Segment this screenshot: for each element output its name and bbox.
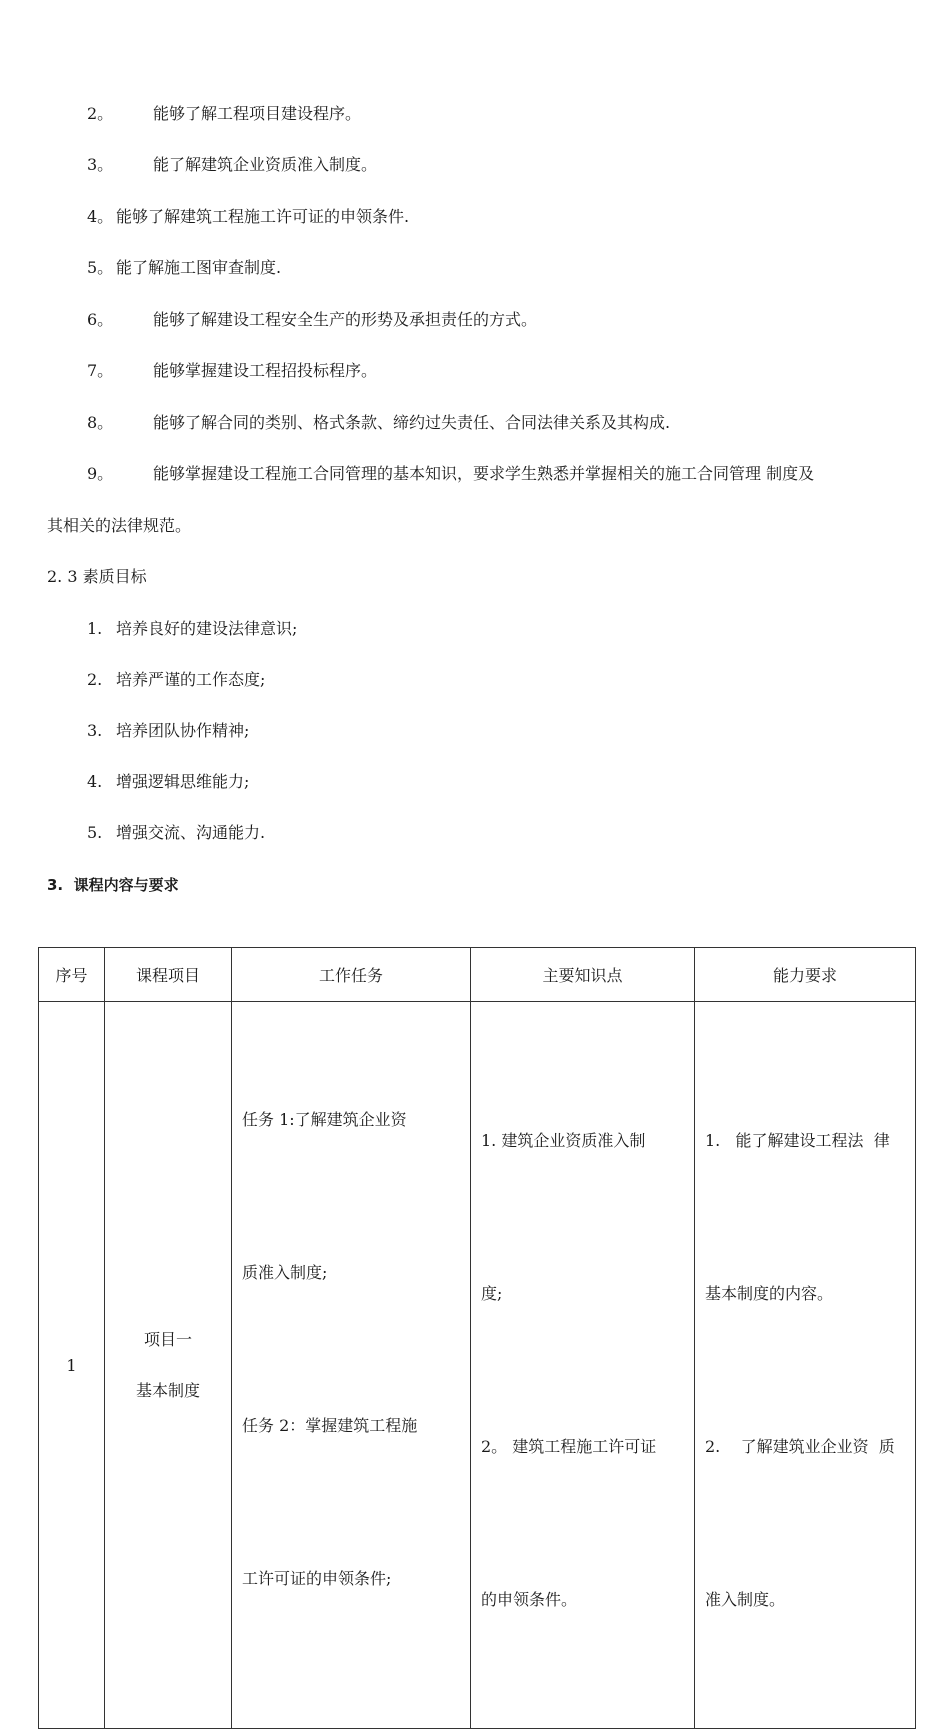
quality-section-title: 2. 3 素质目标: [47, 567, 147, 586]
item-number: 1.: [87, 619, 103, 638]
header-project: 课程项目: [105, 948, 232, 1002]
table-row: [39, 1002, 916, 1729]
knowledge-item-3: [87, 155, 377, 175]
quality-item-5: [87, 823, 265, 843]
knowledge-line: 1. 建筑企业资质准入制: [481, 1131, 646, 1150]
cell-abilities: [695, 1002, 916, 1729]
task-line: 任务 1:了解建筑企业资: [242, 1110, 407, 1129]
item-number: 3.: [87, 721, 103, 740]
item-number: 3。: [87, 155, 114, 174]
item-text: 增强逻辑思维能力;: [116, 772, 250, 791]
knowledge-line: 2。 建筑工程施工许可证: [481, 1437, 657, 1456]
quality-item-3: [87, 721, 249, 741]
item-number: 7。: [87, 361, 114, 380]
item-text: 培养严谨的工作态度;: [116, 670, 266, 689]
table-header-row: [39, 948, 916, 1002]
item-number: 4。: [87, 207, 114, 226]
item-text: 培养良好的建设法律意识;: [116, 619, 298, 638]
item-text: 能够了解工程项目建设程序。: [153, 104, 362, 123]
item-text: 能够掌握建设工程招投标程序。: [153, 361, 378, 380]
knowledge-item-4: [87, 207, 409, 227]
cell-index: 1: [39, 1002, 105, 1729]
task-line: 质准入制度;: [242, 1263, 328, 1282]
item-text: 能够了解建筑工程施工许可证的申领条件.: [116, 207, 410, 226]
ability-line: 1. 能了解建设工程法 律: [705, 1131, 890, 1150]
item-number: 6。: [87, 310, 114, 329]
item-number: 4.: [87, 772, 103, 791]
cell-tasks: [232, 1002, 471, 1729]
item-text: 能够了解建设工程安全生产的形势及承担责任的方式。: [153, 310, 538, 329]
header-index: 序号: [39, 948, 105, 1002]
item-text: 增强交流、沟通能力.: [116, 823, 266, 842]
item-text: 培养团队协作精神;: [116, 721, 250, 740]
knowledge-item-5: [87, 258, 281, 278]
item-text: 能了解施工图审查制度.: [116, 258, 282, 277]
item-number: 8。: [87, 413, 114, 432]
project-line: 基本制度: [135, 1381, 200, 1400]
item-number: 2。: [87, 104, 114, 123]
knowledge-line: 度;: [481, 1284, 503, 1303]
item-number: 5。: [87, 258, 114, 277]
course-section-title: 3. 课程内容与要求: [47, 876, 179, 894]
knowledge-item-7: [87, 361, 377, 381]
course-table: [38, 947, 916, 1729]
knowledge-line: 的申领条件。: [481, 1590, 578, 1609]
cell-knowledge: [471, 1002, 695, 1729]
task-line: 任务 2：掌握建筑工程施: [242, 1416, 418, 1435]
item-number: 2.: [87, 670, 103, 689]
item-text: 能够了解合同的类别、格式条款、缔约过失责任、合同法律关系及其构成.: [153, 413, 671, 432]
knowledge-item-2: [87, 104, 361, 124]
knowledge-item-9-continuation: 其相关的法律规范。: [47, 516, 192, 535]
item-number: 5.: [87, 823, 103, 842]
knowledge-item-6: [87, 310, 537, 330]
ability-line: 2. 了解建筑业企业资 质: [705, 1437, 895, 1456]
quality-item-4: [87, 772, 249, 792]
task-line: 工许可证的申领条件;: [242, 1569, 392, 1588]
quality-item-1: [87, 619, 297, 639]
ability-line: 准入制度。: [705, 1590, 786, 1609]
knowledge-item-9: [87, 464, 814, 484]
knowledge-item-8: [87, 413, 670, 433]
cell-project: [105, 1002, 232, 1729]
project-line: 项目一: [143, 1330, 192, 1349]
ability-line: 基本制度的内容。: [705, 1284, 834, 1303]
header-task: 工作任务: [232, 948, 471, 1002]
item-number: 9。: [87, 464, 114, 483]
header-ability: 能力要求: [695, 948, 916, 1002]
quality-item-2: [87, 670, 265, 690]
item-text: 能够掌握建设工程施工合同管理的基本知识，要求学生熟悉并掌握相关的施工合同管理 制度及: [153, 464, 815, 483]
item-text: 能了解建筑企业资质准入制度。: [153, 155, 378, 174]
header-knowledge: 主要知识点: [471, 948, 695, 1002]
